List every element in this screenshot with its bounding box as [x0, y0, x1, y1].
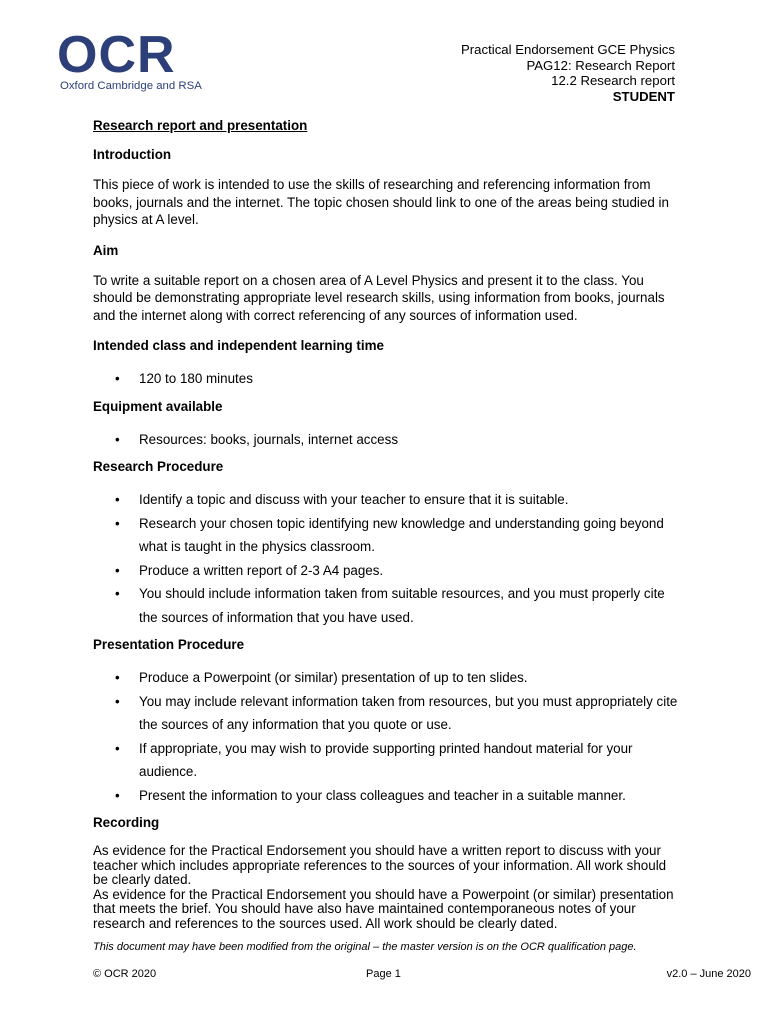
header-section: 12.2 Research report	[551, 73, 675, 88]
list-item-text: Resources: books, journals, internet access	[139, 431, 399, 447]
research-list	[93, 488, 683, 629]
introduction-heading: Introduction	[93, 147, 172, 162]
ocr-logo	[57, 28, 217, 94]
document-title: Research report and presentation	[93, 118, 308, 133]
equipment-heading: Equipment available	[93, 398, 223, 414]
list-item-text: If appropriate, you may wish to provide supporting printed handout material for your audience.	[139, 740, 633, 779]
list-item: • Produce a Powerpoint (or similar) presentation of up to ten slides.	[115, 670, 528, 685]
list-item: • 120 to 180 minutes	[115, 371, 253, 386]
list-item: • You may include relevant information taken from resources, but you must appropriately cite the sources of any information that you quote or use.	[115, 693, 678, 732]
time-heading: Intended class and independent learning time	[93, 338, 384, 353]
list-item-text: Identify a topic and discuss with your teacher to ensure that it is suitable.	[139, 492, 569, 507]
aim-heading: Aim	[93, 242, 119, 258]
footer-version: v2.0 – June 2020	[666, 968, 751, 980]
list-item: • You should include information taken from suitable resources, and you must properly cite the sources of information that you have used.	[115, 586, 665, 625]
document-header	[461, 42, 675, 104]
recording-heading: Recording	[93, 815, 160, 830]
list-item: • Research your chosen topic identifying new knowledge and understanding going beyond what is taught in the physics classroom.	[115, 515, 664, 554]
list-item-text: Produce a written report of 2-3 A4 pages.	[139, 562, 384, 578]
header-pag: PAG12: Research Report	[526, 57, 675, 73]
list-item: • Produce a written report of 2-3 A4 pages.	[115, 562, 384, 578]
list-item: • Resources: books, journals, internet access	[115, 431, 399, 447]
list-item-text: Present the information to your class colleagues and teacher in a suitable manner.	[139, 787, 626, 803]
list-item: • Present the information to your class colleagues and teacher in a suitable manner.	[115, 787, 626, 803]
logo-tagline: Oxford Cambridge and RSA	[60, 80, 202, 92]
list-item-text: Produce a Powerpoint (or similar) presentation of up to ten slides.	[139, 670, 528, 685]
list-item-text: Research your chosen topic identifying new knowledge and understanding going beyond what is taught in the physics classroom.	[139, 515, 664, 554]
recording-text-presentation: As evidence for the Practical Endorsement you should have a Powerpoint (or similar) presentation that meets the brief. You should have also have maintained contemporaneous notes of your research and references to the sources used. All work should be clearly dated.	[93, 886, 674, 931]
footer-page-number: Page 1	[366, 968, 401, 980]
introduction-text: This piece of work is intended to use the skills of researching and referencing information from books, journals and the internet. The topic chosen should link to one of the areas being studied in physics at A level.	[93, 177, 669, 227]
presentation-heading: Presentation Procedure	[93, 637, 245, 652]
aim-text: To write a suitable report on a chosen area of A Level Physics and present it to the class. You should be demonstrating appropriate level research skills, using information from books, journals and the internet along with correct referencing of any sources of information used.	[93, 272, 665, 323]
list-item: • Identify a topic and discuss with your teacher to ensure that it is suitable.	[115, 492, 569, 507]
list-item-text: You may include relevant information taken from resources, but you must appropriately cite the sources of any information that you quote or use.	[139, 693, 678, 732]
research-heading: Research Procedure	[93, 459, 224, 474]
document-body	[93, 118, 683, 931]
logo-name: OCR	[57, 28, 176, 84]
list-item-text: You should include information taken from suitable resources, and you must properly cite the sources of information that you have used.	[139, 586, 665, 625]
equipment-list	[93, 428, 683, 452]
time-list	[93, 367, 683, 391]
presentation-list	[93, 666, 683, 807]
recording-text-report: As evidence for the Practical Endorsement you should have a written report to discuss with your teacher which includes appropriate references to the sources of your information. All work should be clearly dated.	[93, 843, 667, 887]
header-course: Practical Endorsement GCE Physics	[460, 42, 675, 57]
list-item-text: 120 to 180 minutes	[139, 371, 253, 386]
footer-copyright: © OCR 2020	[93, 968, 157, 980]
master-version-note: This document may have been modified from the original – the master version is on the OCR qualification page.	[93, 941, 637, 953]
header-audience: STUDENT	[612, 88, 675, 104]
list-item: • If appropriate, you may wish to provide supporting printed handout material for your audience.	[115, 740, 633, 779]
